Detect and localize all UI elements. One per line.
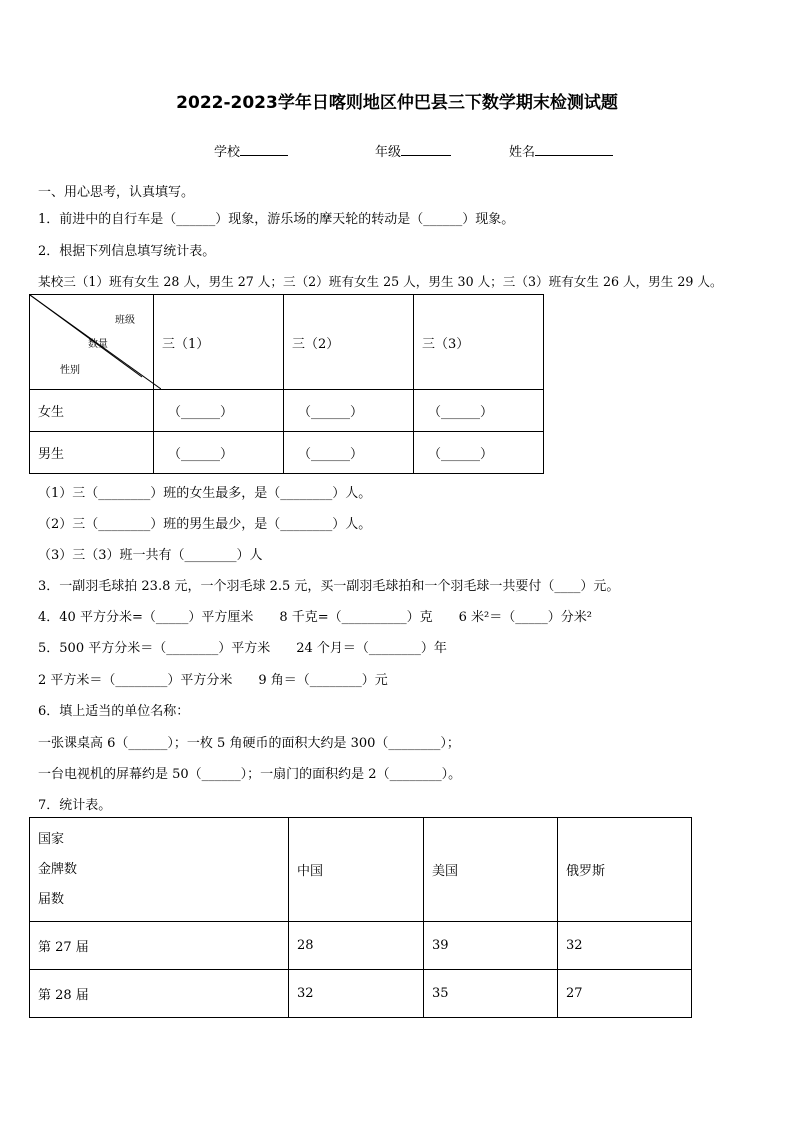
female-class3-blank[interactable]: （______） — [414, 390, 544, 432]
question-4: 4．40 平方分米=（_____）平方厘米 8 千克=（__________）克 6 米²＝（_____）分米² — [38, 610, 592, 625]
grade-blank[interactable] — [401, 143, 451, 156]
header-session: 届数 — [38, 891, 65, 907]
section-heading: 一、用心思考，认真填写。 — [38, 185, 195, 200]
school-field — [214, 141, 288, 160]
row-label-male: 男生 — [30, 432, 154, 474]
usa-27th-value: 39 — [424, 922, 558, 970]
question-3: 3．一副羽毛球拍 23.8 元，一个羽毛球 2.5 元，买一副羽毛球拍和一个羽毛球一共要付（____）元。 — [38, 579, 620, 594]
question-7: 7．统计表。 — [38, 798, 112, 813]
diagonal-header-cell — [30, 295, 154, 390]
gold-medal-table — [29, 817, 692, 1018]
question-2-sub2: （2）三（________）班的男生最少，是（________）人。 — [38, 517, 372, 532]
row-label-27th: 第 27 届 — [30, 922, 289, 970]
header-country: 国家 — [38, 831, 65, 847]
page-title: 2022-2023学年日喀则地区仲巴县三下数学期末检测试题 — [176, 93, 618, 113]
row-label-28th: 第 28 届 — [30, 970, 289, 1018]
question-6a: 一张课桌高 6（______）；一枚 5 角硬币的面积大约是 300（________）； — [38, 736, 460, 751]
school-blank[interactable] — [240, 143, 288, 156]
col-header-class3: 三（3） — [414, 295, 544, 390]
male-class1-blank[interactable]: （______） — [154, 432, 284, 474]
question-1: 1．前进中的自行车是（______）现象，游乐场的摩天轮的转动是（______）现象。 — [38, 212, 515, 227]
russia-27th-value: 32 — [558, 922, 692, 970]
question-2: 2．根据下列信息填写统计表。 — [38, 244, 216, 259]
question-6: 6．填上适当的单位名称： — [38, 704, 190, 719]
question-6b: 一台电视机的屏幕约是 50（______）；一扇门的面积约是 2（________）。 — [38, 767, 462, 782]
col-header-china: 中国 — [289, 818, 424, 922]
grade-label: 年级 — [375, 145, 402, 160]
question-2-sub3: （3）三（3）班一共有（________）人 — [38, 548, 263, 563]
class-gender-table — [29, 294, 544, 474]
col-header-usa: 美国 — [424, 818, 558, 922]
diag-label-gender: 性别 — [60, 365, 80, 376]
china-27th-value: 28 — [289, 922, 424, 970]
question-5b: 2 平方米＝（________）平方分米 9 角＝（________）元 — [38, 673, 388, 688]
question-2-info: 某校三（1）班有女生 28 人，男生 27 人；三（2）班有女生 25 人，男生 30 人；三（3）班有女生 26 人，男生 29 人。 — [38, 274, 723, 289]
question-2-sub1: （1）三（________）班的女生最多，是（________）人。 — [38, 486, 372, 501]
female-class2-blank[interactable]: （______） — [284, 390, 414, 432]
question-5: 5．500 平方分米＝（________）平方米 24 个月＝（________）年 — [38, 641, 447, 656]
stacked-header-cell — [30, 818, 289, 922]
female-class1-blank[interactable]: （______） — [154, 390, 284, 432]
row-label-female: 女生 — [30, 390, 154, 432]
name-label: 姓名 — [509, 145, 536, 160]
school-label: 学校 — [214, 145, 241, 160]
male-class2-blank[interactable]: （______） — [284, 432, 414, 474]
col-header-class1: 三（1） — [154, 295, 284, 390]
header-gold-count: 金牌数 — [38, 861, 78, 877]
china-28th-value: 32 — [289, 970, 424, 1018]
grade-field — [375, 141, 451, 160]
diag-label-quantity: 数量 — [88, 339, 108, 350]
col-header-class2: 三（2） — [284, 295, 414, 390]
col-header-russia: 俄罗斯 — [558, 818, 692, 922]
name-blank[interactable] — [535, 143, 613, 156]
diag-label-class: 班级 — [115, 315, 135, 326]
name-field — [509, 141, 613, 160]
russia-28th-value: 27 — [558, 970, 692, 1018]
male-class3-blank[interactable]: （______） — [414, 432, 544, 474]
usa-28th-value: 35 — [424, 970, 558, 1018]
